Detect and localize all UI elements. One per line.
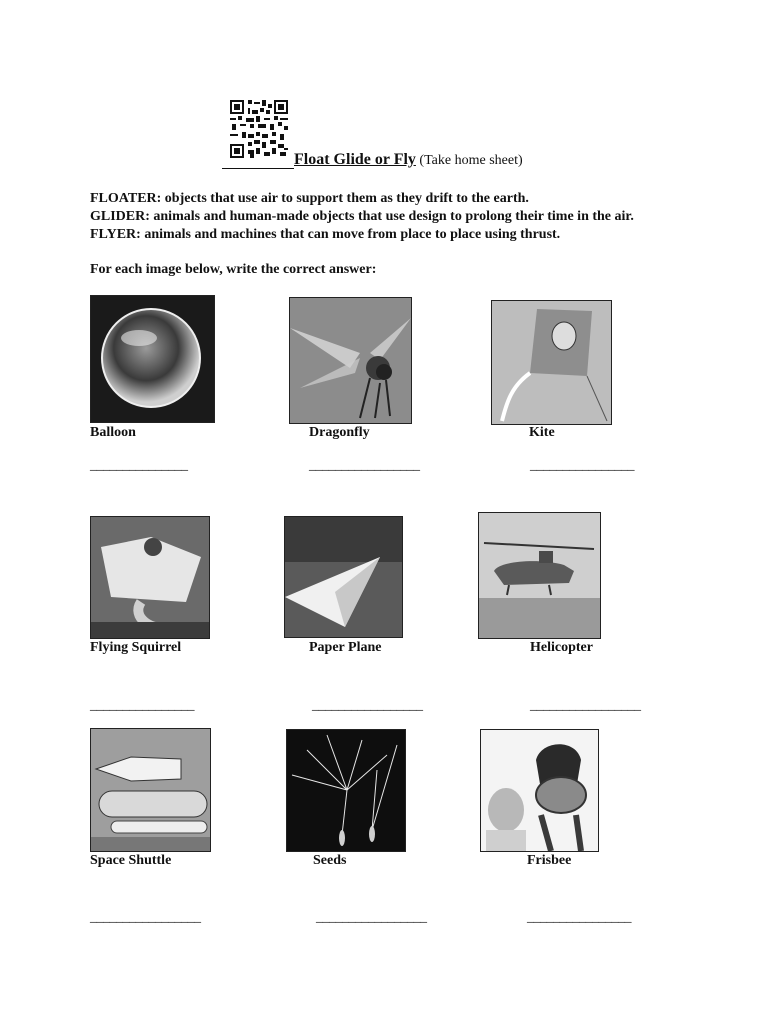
label-space-shuttle: Space Shuttle xyxy=(90,853,172,868)
photo-frisbee xyxy=(480,729,599,852)
label-balloon: Balloon xyxy=(90,425,136,440)
photo-balloon xyxy=(90,295,215,423)
label-frisbee: Frisbee xyxy=(527,853,572,868)
photo-kite xyxy=(491,300,612,425)
photo-helicopter xyxy=(478,512,601,639)
definition-glider: GLIDER: animals and human-made objects that use design to prolong their time in the air. xyxy=(90,209,634,224)
title-row xyxy=(222,151,523,169)
photo-dragonfly xyxy=(289,297,412,424)
label-paper-plane: Paper Plane xyxy=(309,640,382,655)
answer-blank-kite[interactable]: ________________ xyxy=(530,458,634,473)
photo-flying-squirrel xyxy=(90,516,210,639)
answer-blank-frisbee[interactable]: ________________ xyxy=(527,910,631,925)
label-dragonfly: Dragonfly xyxy=(309,425,370,440)
photo-seeds xyxy=(286,729,406,852)
answer-blank-dragonfly[interactable]: _________________ xyxy=(309,458,420,473)
definition-flyer: FLYER: animals and machines that can move from place to place using thrust. xyxy=(90,227,561,242)
label-seeds: Seeds xyxy=(313,853,347,868)
label-flying-squirrel: Flying Squirrel xyxy=(90,640,182,655)
photo-paper-plane xyxy=(284,516,403,638)
answer-blank-balloon[interactable]: _______________ xyxy=(90,458,188,473)
title-underline-lead xyxy=(222,154,294,169)
instructions: For each image below, write the correct answer: xyxy=(90,262,377,277)
answer-blank-paper-plane[interactable]: _________________ xyxy=(312,698,423,713)
photo-space-shuttle xyxy=(90,728,211,852)
answer-blank-helicopter[interactable]: _________________ xyxy=(530,698,641,713)
label-kite: Kite xyxy=(529,425,555,440)
qr-code-graphic xyxy=(230,100,288,158)
answer-blank-flying-squirrel[interactable]: ________________ xyxy=(90,698,194,713)
answer-blank-space-shuttle[interactable]: _________________ xyxy=(90,910,201,925)
page-title: Float Glide or Fly xyxy=(294,151,416,168)
page-subtitle: (Take home sheet) xyxy=(419,153,523,168)
definitions xyxy=(90,190,634,244)
answer-blank-seeds[interactable]: _________________ xyxy=(316,910,427,925)
label-helicopter: Helicopter xyxy=(530,640,593,655)
definition-floater: FLOATER: objects that use air to support them as they drift to the earth. xyxy=(90,191,529,206)
qr-code xyxy=(230,100,288,158)
